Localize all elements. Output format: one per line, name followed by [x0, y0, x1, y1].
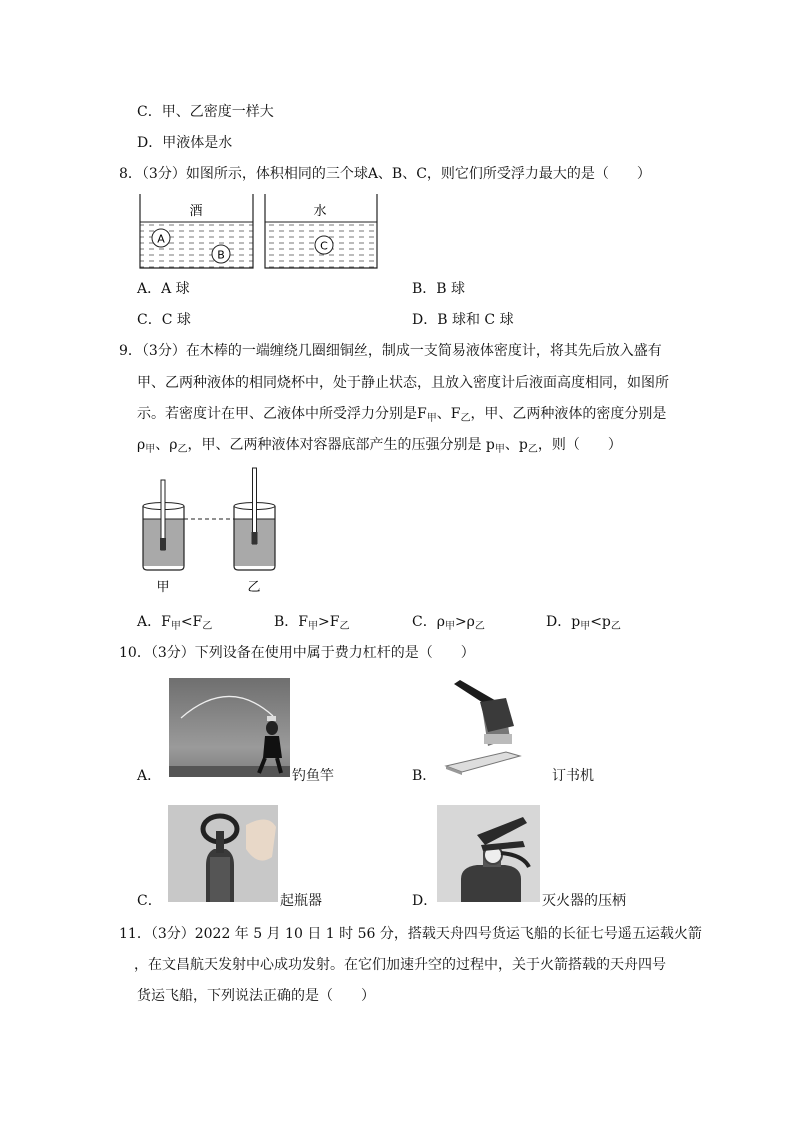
- q8-option-a: A．A 球: [137, 281, 190, 297]
- q9-line-2: 甲、乙两种液体的相同烧杯中，处于静止状态，且放入密度计后液面高度相同，如图所: [137, 375, 669, 391]
- q7-option-c: C．甲、乙密度一样大: [137, 104, 274, 120]
- svg-text:B: B: [217, 248, 225, 262]
- q9-line-1: 9．（3分）在木棒的一端缠绕几圈细铜丝，制成一支简易液体密度计，将其先后放入盛有: [119, 343, 662, 359]
- q11-line-3: 货运飞船，下列说法正确的是（ ）: [137, 988, 375, 1004]
- fishing-rod-photo: [169, 678, 290, 777]
- q9-line-4: $\rho_甲$、$\rho_乙$，甲、乙两种液体对容器底部产生的压强分别是 $p_甲$、$p_乙$，则（ ）: [137, 437, 622, 455]
- q11-line-2: ，在文昌航天发射中心成功发射。在它们加速升空的过程中，关于火箭搭载的天舟四号: [134, 957, 666, 973]
- q10-option-d-letter: D．: [412, 893, 438, 909]
- q7-option-d: D．甲液体是水: [137, 135, 233, 151]
- q8-option-d: D．B 球和 C 球: [412, 312, 514, 328]
- alcohol-label: 酒: [189, 204, 203, 219]
- q10-option-c-letter: C．: [137, 893, 162, 909]
- extinguisher-photo: [437, 805, 540, 902]
- q9-option-a: A．$F_甲<F_乙$: [137, 614, 213, 632]
- q9-figure: [138, 462, 288, 597]
- q10-option-a-letter: A．: [137, 768, 162, 784]
- q9-option-c: C．$\rho_甲>\rho_乙$: [412, 614, 485, 632]
- q10-stem: 10．（3分）下列设备在使用中属于费力杠杆的是（ ）: [119, 645, 475, 661]
- q10-option-b-caption: 订书机: [552, 768, 594, 784]
- q8-stem: 8．（3分）如图所示，体积相同的三个球A、B、C，则它们所受浮力最大的是（ ）: [119, 166, 651, 182]
- q9-option-d: D．$p_甲<p_乙$: [546, 614, 621, 632]
- svg-text:A: A: [157, 232, 165, 246]
- q11-line-1: 11．（3分）2022 年 5 月 10 日 1 时 56 分，搭载天舟四号货运飞船的长征七号遥五运载火箭: [119, 926, 702, 942]
- bottle-opener-photo: [168, 805, 278, 902]
- q10-option-c-caption: 起瓶器: [280, 893, 322, 909]
- q10-option-d-caption: 灭火器的压柄: [542, 893, 626, 909]
- q8-option-b: B．B 球: [412, 281, 466, 297]
- water-label: 水: [313, 204, 327, 219]
- svg-text:C: C: [320, 239, 328, 253]
- q9-line-3: 示。若密度计在甲、乙液体中所受浮力分别是$F_甲$、$F_乙$，甲、乙两种液体的密度分别是: [137, 406, 667, 424]
- q8-option-c: C．C 球: [137, 312, 191, 328]
- stapler-photo: [440, 678, 538, 777]
- label-jia: 甲: [156, 580, 170, 595]
- q10-option-b-letter: B．: [412, 768, 437, 784]
- label-yi: 乙: [247, 580, 261, 595]
- q10-option-a-caption: 钓鱼竿: [292, 768, 334, 784]
- q9-option-b: B．$F_甲>F_乙$: [274, 614, 350, 632]
- q8-figure: [138, 192, 380, 272]
